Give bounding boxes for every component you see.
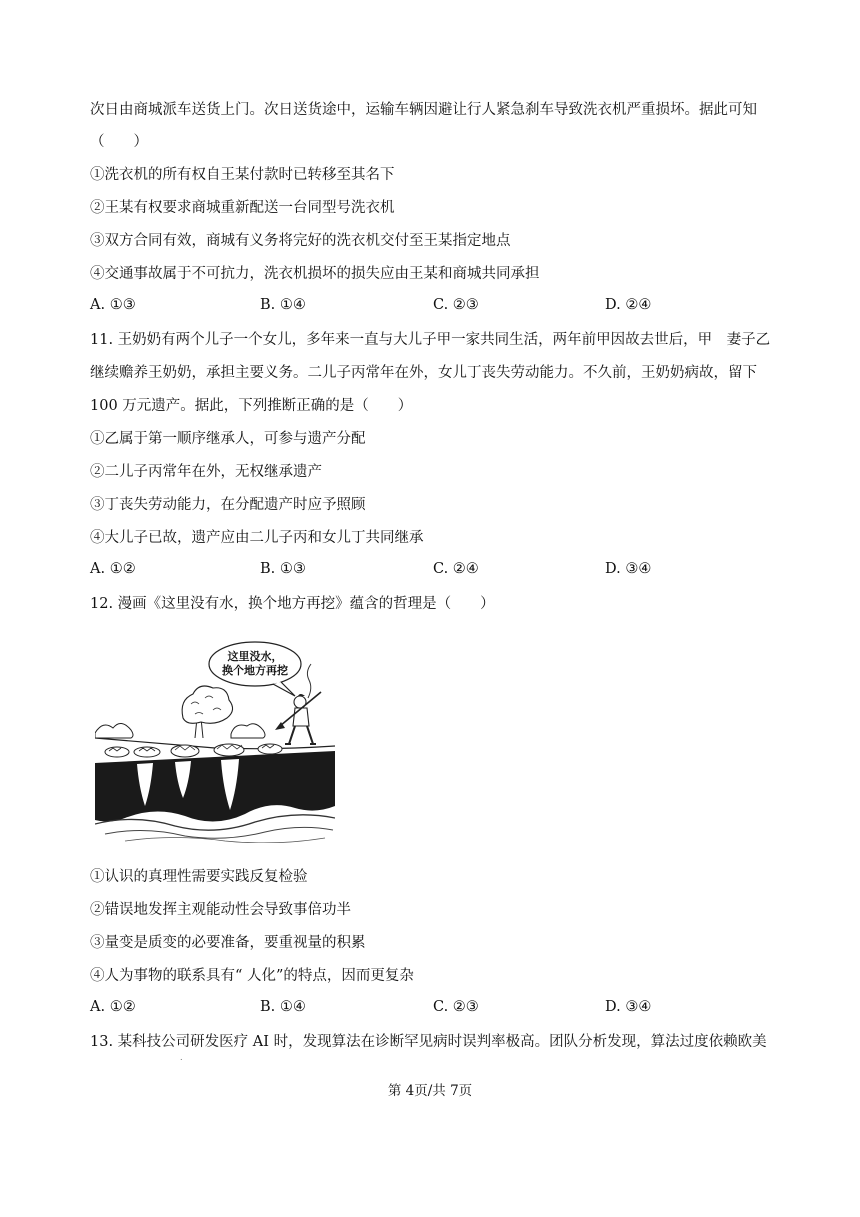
footer-dot: . <box>180 1053 183 1062</box>
q10-item-1: ①洗衣机的所有权自王某付款时已转移至其名下 <box>90 167 395 183</box>
q10-stem-line1: 次日由商城派车送货上门。次日送货途中，运输车辆因避让行人紧急刹车导致洗衣机严重损坏。据此可知 <box>90 102 757 118</box>
cartoon-bubble-text-1: 这里没水， <box>227 650 283 663</box>
q10-option-a: A. ①③ <box>90 297 136 313</box>
q10-option-d: D. ②④ <box>605 297 652 313</box>
q11-stem-line2: 继续赡养王奶奶，承担主要义务。二儿子丙常年在外，女儿丁丧失劳动能力。不久前，王奶奶病故，留下 <box>90 365 757 381</box>
q12-stem: 12. 漫画《这里没有水，换个地方再挖》蕴含的哲理是（ ） <box>90 596 495 612</box>
q12-options <box>90 999 780 1019</box>
q11-item-3: ③丁丧失劳动能力，在分配遗产时应予照顾 <box>90 497 366 513</box>
q11-stem-line1: 11. 王奶奶有两个儿子一个女儿，多年来一直与大儿子甲一家共同生活，两年前甲因故去世后，甲 妻子乙 <box>90 332 771 348</box>
q11-option-c: C. ②④ <box>433 561 479 577</box>
cartoon-bubble-text-2: 换个地方再挖 <box>222 664 288 677</box>
page-number: 第 4页/共 7页 <box>387 1083 473 1099</box>
q11-stem-line3: 100 万元遗产。据此，下列推断正确的是（ ） <box>90 398 413 414</box>
q12-option-a: A. ①② <box>90 999 136 1015</box>
q12-item-1: ①认识的真理性需要实践反复检验 <box>90 869 308 885</box>
q10-item-4: ④交通事故属于不可抗力，洗衣机损坏的损失应由王某和商城共同承担 <box>90 266 540 282</box>
digging-cartoon-illustration <box>95 638 335 843</box>
q10-answer-bracket: （ ） <box>90 134 148 150</box>
q10-item-3: ③双方合同有效，商城有义务将完好的洗衣机交付至王某指定地点 <box>90 233 511 249</box>
q12-item-3: ③量变是质变的必要准备，要重视量的积累 <box>90 935 366 951</box>
q12-option-c: C. ②③ <box>433 999 479 1015</box>
q12-item-4: ④人为事物的联系具有“ 人化”的特点，因而更复杂 <box>90 968 414 984</box>
q10-option-b: B. ①④ <box>260 297 306 313</box>
q11-item-1: ①乙属于第一顺序继承人，可参与遗产分配 <box>90 431 366 447</box>
q13-stem-line1: 13. 某科技公司研发医疗 AI 时，发现算法在诊断罕见病时误判率极高。团队分析发现，算法过度依赖欧美 <box>90 1034 767 1050</box>
q10-options <box>90 297 780 317</box>
q12-option-d: D. ③④ <box>605 999 652 1015</box>
q11-item-4: ④大儿子已故，遗产应由二儿子丙和女儿丁共同继承 <box>90 530 424 546</box>
q11-option-b: B. ①③ <box>260 561 306 577</box>
q11-option-a: A. ①② <box>90 561 136 577</box>
q12-item-2: ②错误地发挥主观能动性会导致事倍功半 <box>90 902 351 918</box>
q11-options <box>90 561 780 581</box>
q11-item-2: ②二儿子丙常年在外，无权继承遗产 <box>90 464 322 480</box>
q10-item-2: ②王某有权要求商城重新配送一台同型号洗衣机 <box>90 200 395 216</box>
q12-option-b: B. ①④ <box>260 999 306 1015</box>
q11-option-d: D. ③④ <box>605 561 652 577</box>
q10-option-c: C. ②③ <box>433 297 479 313</box>
